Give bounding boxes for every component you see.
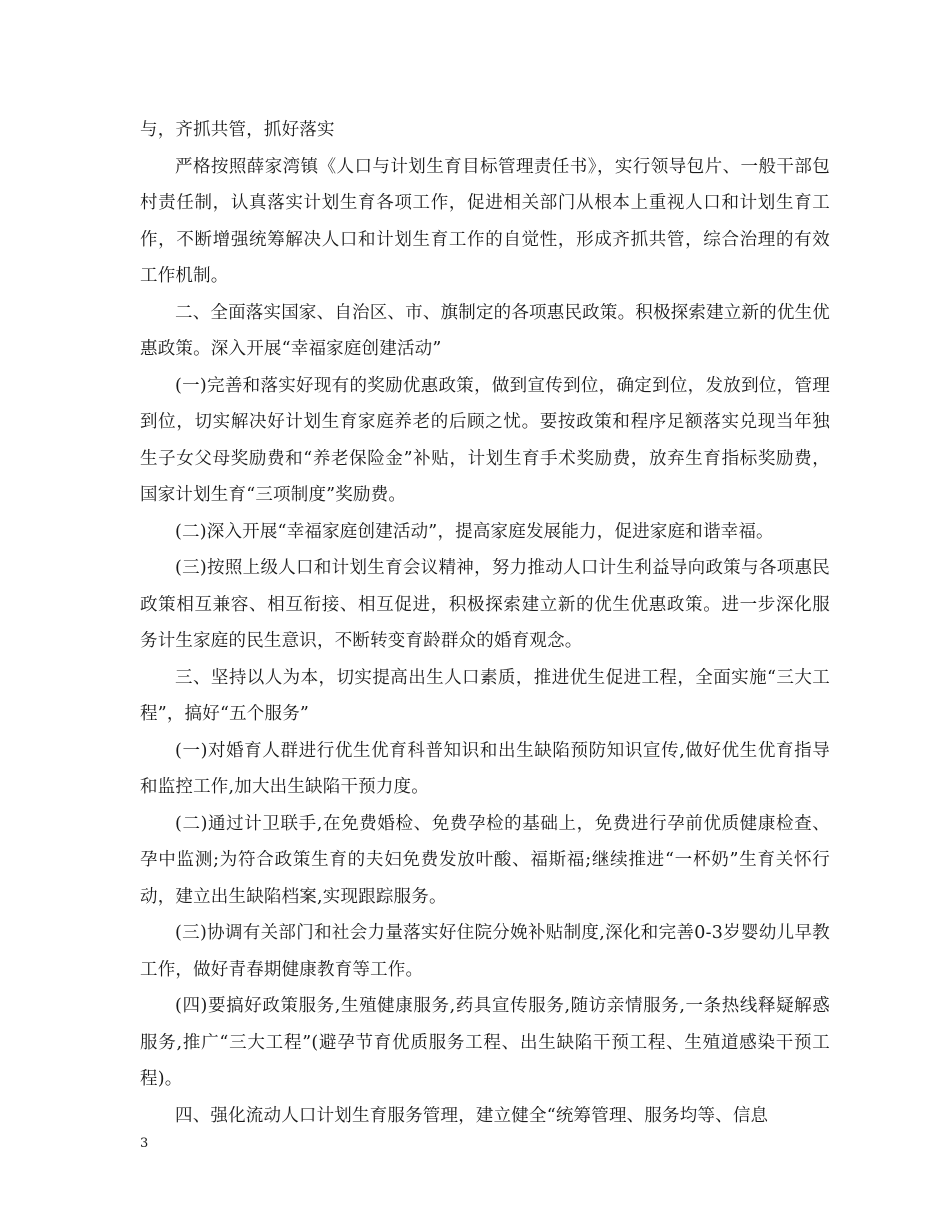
paragraph-11: (四)要搞好政策服务,生殖健康服务,药具宣传服务,随访亲情服务,一条热线释疑解惑服务,推广“三大工程”(避孕节育优质服务工程、出生缺陷干预工程、生殖道感染干预工程)。: [140, 996, 830, 1089]
paragraph-4: (一)完善和落实好现有的奖励优惠政策，做到宣传到位，确定到位，发放到位，管理到位，切实解决好计划生育家庭养老的后顾之忧。要按政策和程序足额落实兑现当年独生子女父母奖励费和“养老保险金”补贴，计划生育手术奖励费，放弃生育指标奖励费，国家计划生育“三项制度”奖励费。: [140, 375, 830, 505]
paragraph-1: 与，齐抓共管，抓好落实: [140, 120, 335, 140]
paragraph-7: 三、坚持以人为本，切实提高出生人口素质，推进优生促进工程，全面实施“三大工程”，搞好“五个服务”: [140, 667, 830, 724]
paragraph-2: 严格按照薛家湾镇《人口与计划生育目标管理责任书》，实行领导包片、一般干部包村责任制，认真落实计划生育各项工作，促进相关部门从根本上重视人口和计划生育工作，不断增强统筹解决人口和计划生育工作的自觉性，形成齐抓共管，综合治理的有效工作机制。: [140, 156, 830, 286]
page-number: 3: [140, 1136, 149, 1151]
paragraph-5: (二)深入开展“幸福家庭创建活动”，提高家庭发展能力，促进家庭和谐幸福。: [175, 521, 774, 542]
document-body: [140, 112, 830, 1134]
paragraph-12: 四、强化流动人口计划生育服务管理，建立健全“统筹管理、服务均等、信息: [175, 1105, 769, 1126]
paragraph-9: (二)通过计卫联手,在免费婚检、免费孕检的基础上，免费进行孕前优质健康检查、孕中监测;为符合政策生育的夫妇免费发放叶酸、福斯福;继续推进“一杯奶”生育关怀行动，建立出生缺陷档案,实现跟踪服务。: [140, 813, 830, 907]
paragraph-3: 二、全面落实国家、自治区、市、旗制定的各项惠民政策。积极探索建立新的优生优惠政策。深入开展“幸福家庭创建活动”: [140, 302, 830, 359]
paragraph-8: (一)对婚育人群进行优生优育科普知识和出生缺陷预防知识宣传,做好优生优育指导和监控工作,加大出生缺陷干预力度。: [140, 740, 830, 797]
paragraph-10: (三)协调有关部门和社会力量落实好住院分娩补贴制度,深化和完善0-3岁婴幼儿早教工作，做好青春期健康教育等工作。: [140, 923, 830, 980]
paragraph-6: (三)按照上级人口和计划生育会议精神，努力推动人口计生利益导向政策与各项惠民政策相互兼容、相互衔接、相互促进，积极探索建立新的优生优惠政策。进一步深化服务计生家庭的民生意识，不断转变育龄群众的婚育观念。: [140, 558, 830, 651]
